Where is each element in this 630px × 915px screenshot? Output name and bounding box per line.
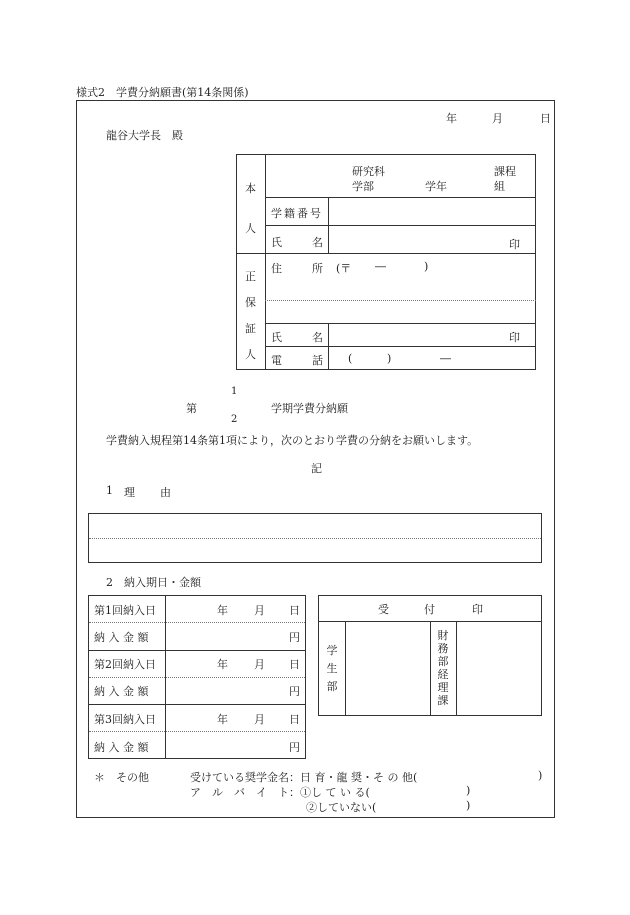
payment-1-year: 年	[217, 604, 228, 617]
other-asterisk: ＊	[94, 771, 105, 784]
payment-3-unit: 円	[289, 741, 300, 754]
guarantor-name-label: 名	[312, 331, 323, 344]
divider	[265, 225, 536, 226]
section1-number: 1	[106, 484, 113, 497]
semester-option-1: 1	[231, 386, 238, 397]
receipt-divider	[345, 621, 346, 716]
guarantor-side-label: 正	[245, 270, 256, 283]
divider	[265, 323, 536, 324]
postal-open: (〒	[336, 262, 352, 275]
phone-label: 話	[312, 354, 323, 367]
divider	[236, 253, 536, 254]
scholarship-label: 受けている奨学金名：日 育・龍 奨・そ の 他(	[190, 771, 418, 784]
payment-1-date-label: 第1回納入日	[94, 604, 156, 617]
request-title: 学期学費分納願	[271, 402, 348, 415]
receipt-header: 印	[472, 603, 483, 616]
receipt-divider	[456, 621, 457, 716]
parttime-label: ア ル バ イ ト：①し て い る(	[190, 786, 370, 799]
phone-dash: ―	[440, 352, 451, 365]
payment-1-month: 月	[254, 604, 265, 617]
other-label: その他	[116, 771, 149, 784]
guarantor-name-label: 氏	[271, 331, 282, 344]
receipt-header: 付	[424, 603, 435, 616]
payment-row-divider	[88, 650, 306, 651]
label-column-divider	[328, 323, 329, 370]
student-affairs-label: 学	[326, 644, 338, 657]
payment-3-year: 年	[217, 713, 228, 726]
date-year: 年	[446, 112, 457, 125]
payment-1-unit: 円	[289, 631, 300, 644]
faculty-label: 学部	[352, 180, 374, 193]
payment-2-date-label: 第2回納入日	[94, 658, 156, 671]
phone-label: 電	[271, 354, 282, 367]
applicant-seal: 印	[509, 238, 520, 251]
section1-heading: 由	[160, 486, 171, 499]
payment-3-month: 月	[254, 713, 265, 726]
payment-row-divider	[88, 704, 306, 705]
student-id-label: 学籍番号	[271, 207, 323, 220]
student-affairs-label: 生	[326, 662, 338, 675]
scholarship-close: )	[538, 769, 543, 782]
payment-3-amount-label: 納 入 金 額	[94, 741, 149, 754]
applicant-side-label: 本	[245, 182, 256, 195]
date-month: 月	[492, 112, 503, 125]
postal-close: )	[424, 260, 429, 273]
guarantor-side-label: 人	[245, 348, 256, 361]
request-body: 学費納入規程第14条第1項により，次のとおり学費の分納をお願いします。	[106, 434, 479, 447]
payment-2-month: 月	[254, 658, 265, 671]
payment-3-day: 日	[289, 713, 300, 726]
applicant-name-label: 名	[312, 236, 323, 249]
payment-row-dotted	[89, 622, 305, 623]
form-title: 様式2 学費分納願書(第14条関係)	[76, 86, 249, 99]
graduate-school-label: 研究科	[352, 165, 385, 178]
label-column-divider	[328, 197, 329, 253]
payment-1-day: 日	[289, 604, 300, 617]
addressee: 龍谷大学長 殿	[106, 129, 183, 142]
finance-label: 課	[437, 694, 449, 707]
parttime-close: )	[466, 799, 471, 812]
divider	[265, 346, 536, 347]
address-label: 住	[271, 262, 282, 275]
section1-heading: 理	[124, 486, 135, 499]
date-day: 日	[540, 112, 551, 125]
postal-dash: ―	[375, 260, 386, 273]
parttime-close: )	[466, 784, 471, 797]
finance-label: 経	[437, 668, 449, 681]
dai-label: 第	[186, 402, 197, 415]
finance-label: 財	[437, 629, 449, 642]
phone-open: (	[348, 352, 353, 365]
ki-label: 記	[311, 462, 322, 475]
address-label: 所	[312, 262, 323, 275]
dotted-divider	[265, 300, 536, 301]
class-label: 組	[494, 180, 505, 193]
finance-label: 理	[437, 681, 449, 694]
applicant-side-label: 人	[245, 222, 256, 235]
payment-2-year: 年	[217, 658, 228, 671]
finance-label: 部	[437, 655, 449, 668]
finance-label: 務	[437, 642, 449, 655]
phone-close: )	[387, 352, 392, 365]
side-column-divider	[265, 154, 266, 370]
divider	[265, 197, 536, 198]
year-label: 学年	[425, 180, 447, 193]
payment-row-dotted	[89, 731, 305, 732]
payment-row-dotted	[89, 677, 305, 678]
course-label: 課程	[494, 165, 516, 178]
semester-option-2: 2	[231, 414, 238, 425]
guarantor-seal: 印	[509, 331, 520, 344]
student-affairs-label: 部	[326, 680, 338, 693]
payment-2-unit: 円	[289, 685, 300, 698]
receipt-header: 受	[378, 603, 389, 616]
payment-3-date-label: 第3回納入日	[94, 713, 156, 726]
payment-1-amount-label: 納 入 金 額	[94, 631, 149, 644]
receipt-divider	[430, 621, 431, 716]
section2-heading: 2 納入期日・金額	[106, 576, 201, 589]
applicant-name-label: 氏	[271, 236, 282, 249]
guarantor-side-label: 保	[245, 296, 256, 309]
parttime-no: ②していない(	[306, 801, 377, 814]
payment-2-day: 日	[289, 658, 300, 671]
guarantor-side-label: 証	[245, 322, 256, 335]
payment-2-amount-label: 納 入 金 額	[94, 685, 149, 698]
reason-dotted-line	[89, 538, 541, 539]
